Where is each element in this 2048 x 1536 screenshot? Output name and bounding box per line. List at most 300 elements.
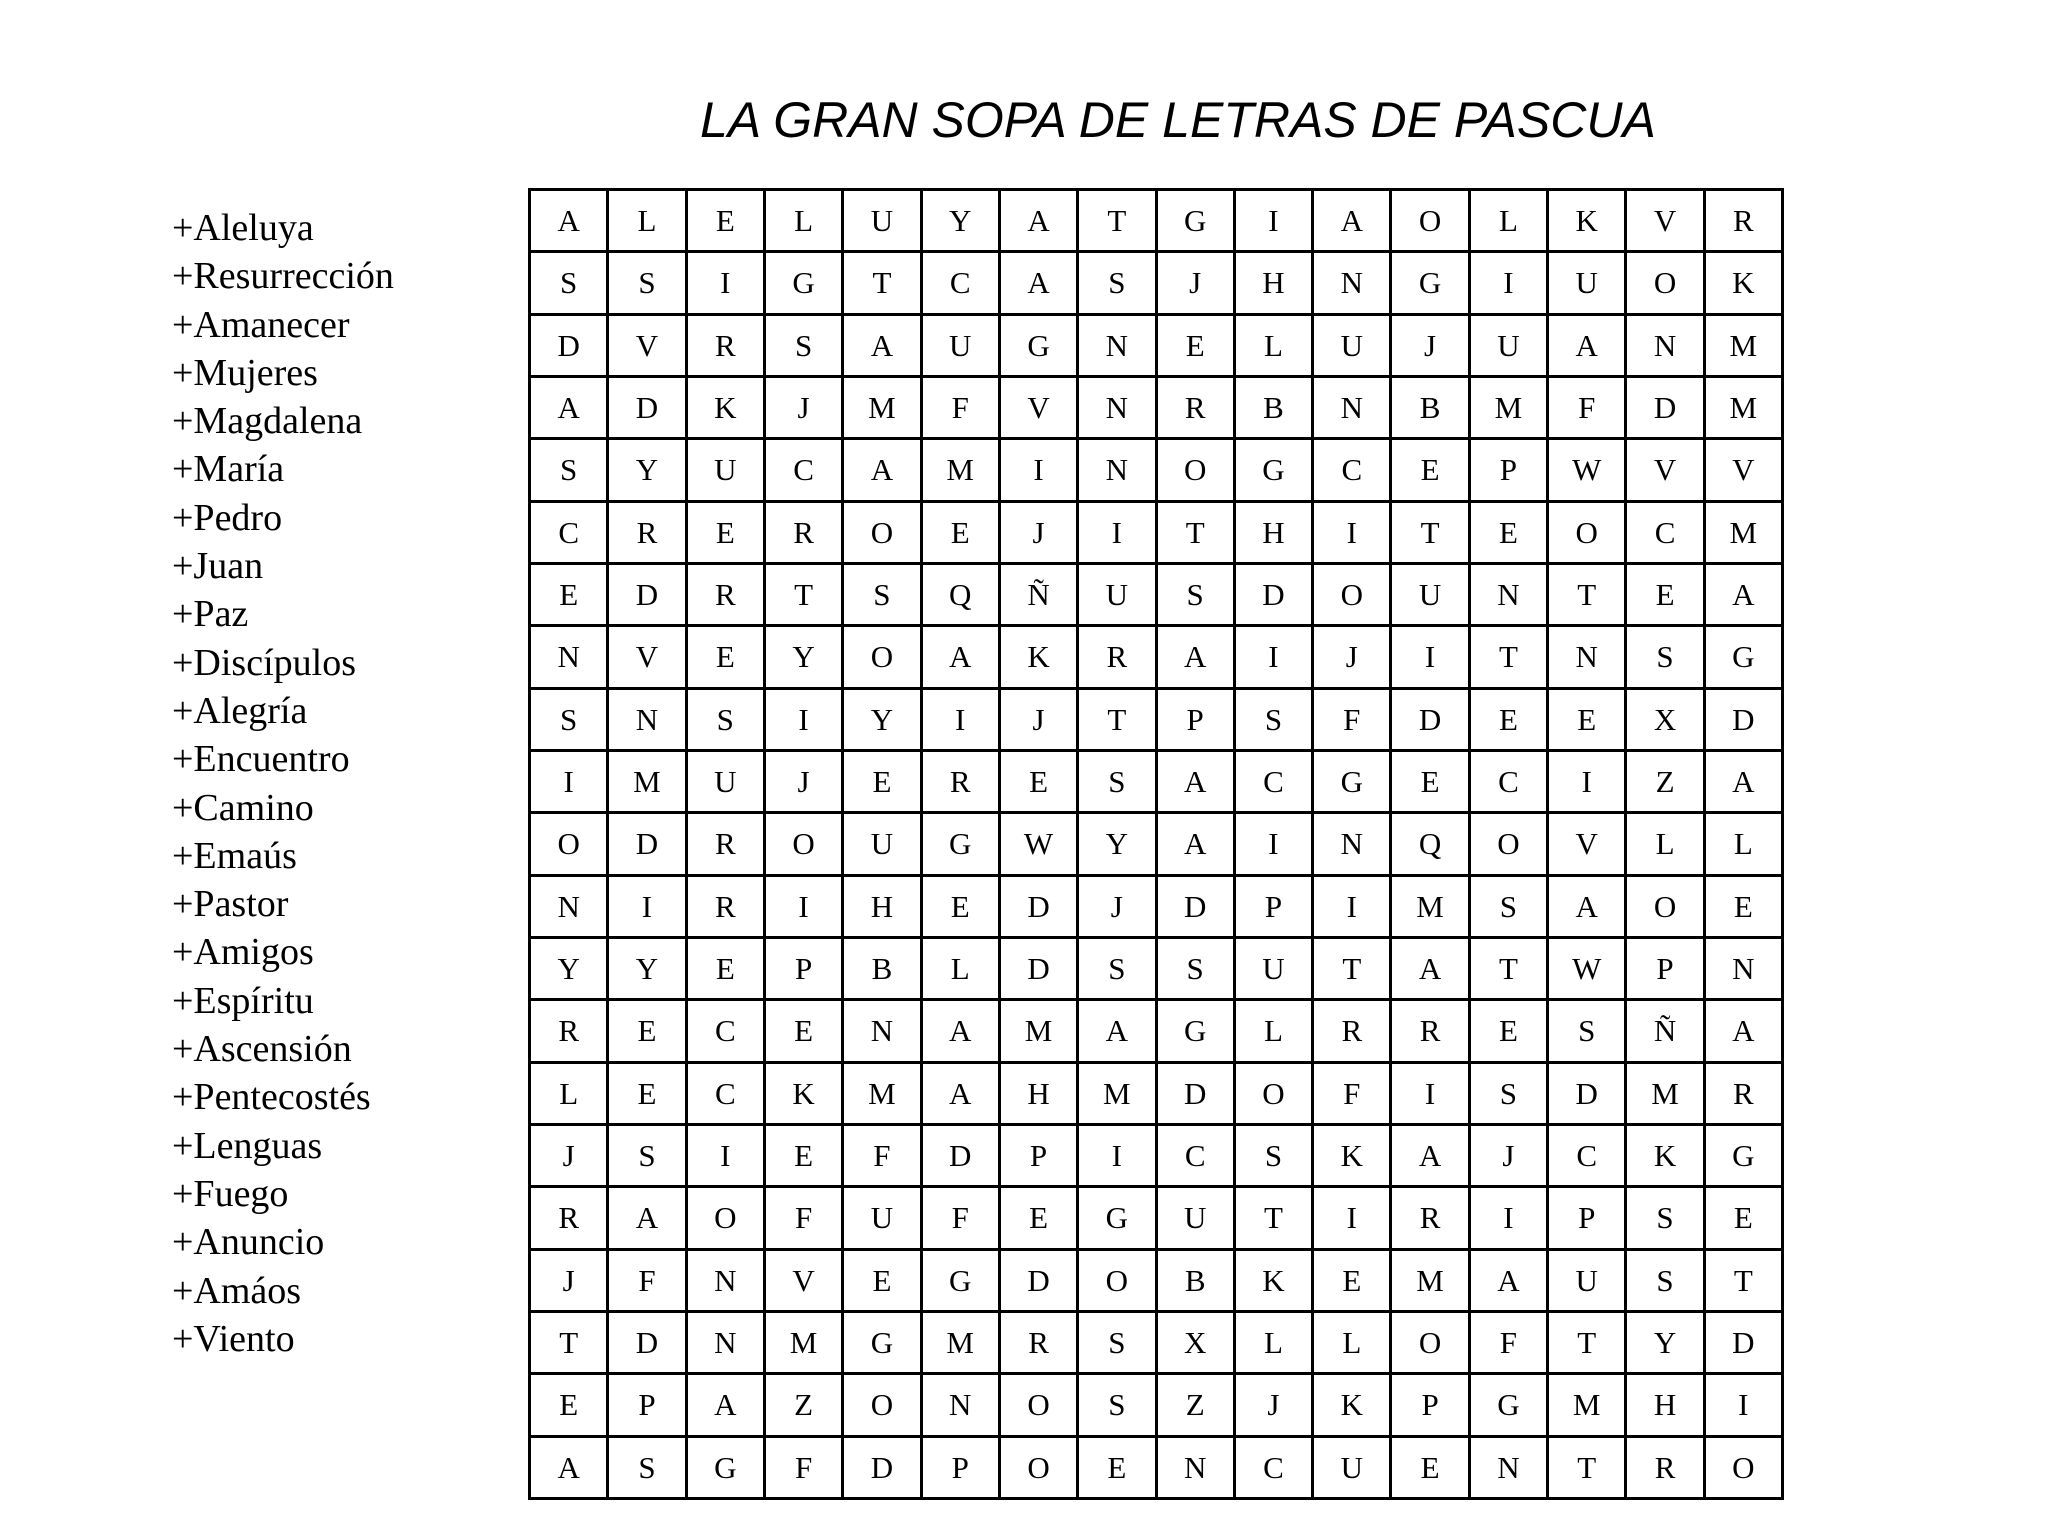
grid-cell[interactable]: G (1392, 253, 1470, 315)
grid-cell[interactable]: Q (1392, 814, 1470, 876)
grid-cell[interactable]: O (844, 1375, 922, 1437)
grid-cell[interactable]: M (1471, 378, 1549, 440)
grid-cell[interactable]: R (688, 814, 766, 876)
grid-cell[interactable]: I (1471, 253, 1549, 315)
grid-cell[interactable]: S (1627, 1251, 1705, 1313)
grid-cell[interactable]: B (1236, 378, 1314, 440)
grid-cell[interactable]: E (1706, 877, 1784, 939)
grid-cell[interactable]: U (1236, 939, 1314, 1001)
grid-cell[interactable]: A (844, 440, 922, 502)
grid-cell[interactable]: Y (609, 440, 687, 502)
grid-cell[interactable]: A (1314, 191, 1392, 253)
grid-cell[interactable]: I (1392, 1064, 1470, 1126)
grid-cell[interactable]: M (844, 1064, 922, 1126)
grid-cell[interactable]: J (531, 1251, 609, 1313)
grid-cell[interactable]: Q (923, 565, 1001, 627)
grid-cell[interactable]: K (1001, 627, 1079, 689)
grid-cell[interactable]: Y (844, 690, 922, 752)
grid-cell[interactable]: V (766, 1251, 844, 1313)
grid-cell[interactable]: O (844, 503, 922, 565)
grid-cell[interactable]: S (1079, 1313, 1157, 1375)
grid-cell[interactable]: R (1392, 1001, 1470, 1063)
grid-cell[interactable]: A (923, 627, 1001, 689)
grid-cell[interactable]: R (609, 503, 687, 565)
grid-cell[interactable]: N (1549, 627, 1627, 689)
grid-cell[interactable]: O (1392, 191, 1470, 253)
grid-cell[interactable]: N (1471, 565, 1549, 627)
grid-cell[interactable]: S (1079, 752, 1157, 814)
grid-cell[interactable]: I (1001, 440, 1079, 502)
grid-cell[interactable]: S (766, 316, 844, 378)
grid-cell[interactable]: S (688, 690, 766, 752)
grid-cell[interactable]: Y (1627, 1313, 1705, 1375)
grid-cell[interactable]: P (1627, 939, 1705, 1001)
grid-cell[interactable]: B (1392, 378, 1470, 440)
grid-cell[interactable]: R (1392, 1188, 1470, 1250)
grid-cell[interactable]: T (531, 1313, 609, 1375)
grid-cell[interactable]: Y (609, 939, 687, 1001)
grid-cell[interactable]: A (1471, 1251, 1549, 1313)
grid-cell[interactable]: I (1236, 627, 1314, 689)
grid-cell[interactable]: G (1706, 1126, 1784, 1188)
grid-cell[interactable]: N (1314, 814, 1392, 876)
grid-cell[interactable]: E (1471, 690, 1549, 752)
grid-cell[interactable]: D (1392, 690, 1470, 752)
grid-cell[interactable]: M (1706, 378, 1784, 440)
grid-cell[interactable]: R (531, 1001, 609, 1063)
grid-cell[interactable]: O (1158, 440, 1236, 502)
grid-cell[interactable]: O (1627, 877, 1705, 939)
grid-cell[interactable]: G (1314, 752, 1392, 814)
grid-cell[interactable]: E (1706, 1188, 1784, 1250)
grid-cell[interactable]: T (844, 253, 922, 315)
grid-cell[interactable]: J (1392, 316, 1470, 378)
grid-cell[interactable]: I (1079, 503, 1157, 565)
grid-cell[interactable]: E (923, 503, 1001, 565)
grid-cell[interactable]: J (1471, 1126, 1549, 1188)
grid-cell[interactable]: I (766, 877, 844, 939)
grid-cell[interactable]: G (923, 814, 1001, 876)
grid-cell[interactable]: Ñ (1001, 565, 1079, 627)
grid-cell[interactable]: M (1392, 877, 1470, 939)
grid-cell[interactable]: I (1236, 814, 1314, 876)
grid-cell[interactable]: L (531, 1064, 609, 1126)
grid-cell[interactable]: S (1236, 690, 1314, 752)
grid-cell[interactable]: L (1236, 316, 1314, 378)
grid-cell[interactable]: J (1079, 877, 1157, 939)
grid-cell[interactable]: M (1706, 316, 1784, 378)
grid-cell[interactable]: M (844, 378, 922, 440)
grid-cell[interactable]: R (1706, 1064, 1784, 1126)
grid-cell[interactable]: R (1627, 1438, 1705, 1500)
grid-cell[interactable]: L (1471, 191, 1549, 253)
grid-cell[interactable]: J (1158, 253, 1236, 315)
grid-cell[interactable]: R (688, 565, 766, 627)
grid-cell[interactable]: C (688, 1064, 766, 1126)
grid-cell[interactable]: G (1706, 627, 1784, 689)
grid-cell[interactable]: O (1079, 1251, 1157, 1313)
grid-cell[interactable]: E (609, 1001, 687, 1063)
grid-cell[interactable]: E (1158, 316, 1236, 378)
grid-cell[interactable]: I (1392, 627, 1470, 689)
grid-cell[interactable]: S (1236, 1126, 1314, 1188)
grid-cell[interactable]: J (766, 378, 844, 440)
grid-cell[interactable]: F (923, 1188, 1001, 1250)
grid-cell[interactable]: S (1627, 1188, 1705, 1250)
grid-cell[interactable]: F (844, 1126, 922, 1188)
grid-cell[interactable]: X (1627, 690, 1705, 752)
grid-cell[interactable]: D (531, 316, 609, 378)
grid-cell[interactable]: D (609, 1313, 687, 1375)
grid-cell[interactable]: U (688, 440, 766, 502)
grid-cell[interactable]: J (1001, 503, 1079, 565)
grid-cell[interactable]: I (1314, 1188, 1392, 1250)
grid-cell[interactable]: V (609, 316, 687, 378)
grid-cell[interactable]: T (1079, 690, 1157, 752)
grid-cell[interactable]: U (844, 191, 922, 253)
grid-cell[interactable]: S (1471, 877, 1549, 939)
grid-cell[interactable]: H (1627, 1375, 1705, 1437)
grid-cell[interactable]: U (1314, 1438, 1392, 1500)
grid-cell[interactable]: L (1236, 1001, 1314, 1063)
grid-cell[interactable]: R (923, 752, 1001, 814)
grid-cell[interactable]: T (1079, 191, 1157, 253)
grid-cell[interactable]: A (531, 191, 609, 253)
grid-cell[interactable]: S (1158, 939, 1236, 1001)
grid-cell[interactable]: V (1001, 378, 1079, 440)
grid-cell[interactable]: H (1236, 253, 1314, 315)
grid-cell[interactable]: N (1079, 378, 1157, 440)
grid-cell[interactable]: R (688, 316, 766, 378)
grid-cell[interactable]: I (531, 752, 609, 814)
grid-cell[interactable]: U (1314, 316, 1392, 378)
grid-cell[interactable]: C (1627, 503, 1705, 565)
grid-cell[interactable]: D (609, 378, 687, 440)
grid-cell[interactable]: E (1549, 690, 1627, 752)
grid-cell[interactable]: I (1236, 191, 1314, 253)
grid-cell[interactable]: K (766, 1064, 844, 1126)
grid-cell[interactable]: E (1627, 565, 1705, 627)
grid-cell[interactable]: E (1471, 1001, 1549, 1063)
grid-cell[interactable]: U (1158, 1188, 1236, 1250)
grid-cell[interactable]: E (531, 565, 609, 627)
grid-cell[interactable]: G (1079, 1188, 1157, 1250)
grid-cell[interactable]: A (1706, 1001, 1784, 1063)
grid-cell[interactable]: P (1549, 1188, 1627, 1250)
grid-cell[interactable]: O (1549, 503, 1627, 565)
grid-cell[interactable]: V (1549, 814, 1627, 876)
grid-cell[interactable]: D (1236, 565, 1314, 627)
grid-cell[interactable]: N (531, 877, 609, 939)
grid-cell[interactable]: T (1706, 1251, 1784, 1313)
grid-cell[interactable]: K (688, 378, 766, 440)
grid-cell[interactable]: P (1392, 1375, 1470, 1437)
grid-cell[interactable]: J (1001, 690, 1079, 752)
grid-cell[interactable]: R (1706, 191, 1784, 253)
grid-cell[interactable]: H (1236, 503, 1314, 565)
grid-cell[interactable]: T (766, 565, 844, 627)
grid-cell[interactable]: S (1471, 1064, 1549, 1126)
grid-cell[interactable]: M (1627, 1064, 1705, 1126)
grid-cell[interactable]: S (609, 1126, 687, 1188)
grid-cell[interactable]: S (531, 253, 609, 315)
grid-cell[interactable]: S (1079, 1375, 1157, 1437)
grid-cell[interactable]: D (1549, 1064, 1627, 1126)
grid-cell[interactable]: A (1158, 752, 1236, 814)
grid-cell[interactable]: N (1158, 1438, 1236, 1500)
grid-cell[interactable]: O (1001, 1375, 1079, 1437)
grid-cell[interactable]: N (1706, 939, 1784, 1001)
grid-cell[interactable]: R (1314, 1001, 1392, 1063)
grid-cell[interactable]: A (531, 378, 609, 440)
grid-cell[interactable]: L (1627, 814, 1705, 876)
grid-cell[interactable]: D (1158, 1064, 1236, 1126)
grid-cell[interactable]: J (531, 1126, 609, 1188)
grid-cell[interactable]: G (1158, 191, 1236, 253)
grid-cell[interactable]: O (1627, 253, 1705, 315)
grid-cell[interactable]: L (766, 191, 844, 253)
grid-cell[interactable]: O (1314, 565, 1392, 627)
grid-cell[interactable]: T (1471, 939, 1549, 1001)
grid-cell[interactable]: U (844, 1188, 922, 1250)
grid-cell[interactable]: O (1706, 1438, 1784, 1500)
grid-cell[interactable]: Z (766, 1375, 844, 1437)
grid-cell[interactable]: M (766, 1313, 844, 1375)
grid-cell[interactable]: E (1001, 1188, 1079, 1250)
grid-cell[interactable]: N (1627, 316, 1705, 378)
grid-cell[interactable]: E (923, 877, 1001, 939)
grid-cell[interactable]: E (1392, 1438, 1470, 1500)
grid-cell[interactable]: S (531, 690, 609, 752)
grid-cell[interactable]: A (1158, 627, 1236, 689)
grid-cell[interactable]: K (1627, 1126, 1705, 1188)
grid-cell[interactable]: K (1314, 1375, 1392, 1437)
grid-cell[interactable]: J (1314, 627, 1392, 689)
grid-cell[interactable]: E (844, 752, 922, 814)
grid-cell[interactable]: E (1392, 440, 1470, 502)
grid-cell[interactable]: P (1236, 877, 1314, 939)
grid-cell[interactable]: I (688, 1126, 766, 1188)
grid-cell[interactable]: O (1001, 1438, 1079, 1500)
grid-cell[interactable]: U (688, 752, 766, 814)
grid-cell[interactable]: E (688, 939, 766, 1001)
grid-cell[interactable]: A (531, 1438, 609, 1500)
grid-cell[interactable]: O (766, 814, 844, 876)
grid-cell[interactable]: S (1158, 565, 1236, 627)
grid-cell[interactable]: X (1158, 1313, 1236, 1375)
grid-cell[interactable]: P (923, 1438, 1001, 1500)
grid-cell[interactable]: T (1549, 1438, 1627, 1500)
grid-cell[interactable]: A (923, 1064, 1001, 1126)
grid-cell[interactable]: M (1549, 1375, 1627, 1437)
grid-cell[interactable]: D (1706, 1313, 1784, 1375)
grid-cell[interactable]: I (1706, 1375, 1784, 1437)
grid-cell[interactable]: A (688, 1375, 766, 1437)
grid-cell[interactable]: U (1549, 253, 1627, 315)
grid-cell[interactable]: C (1314, 440, 1392, 502)
grid-cell[interactable]: T (1158, 503, 1236, 565)
grid-cell[interactable]: M (1001, 1001, 1079, 1063)
grid-cell[interactable]: R (1079, 627, 1157, 689)
grid-cell[interactable]: N (688, 1313, 766, 1375)
grid-cell[interactable]: L (1706, 814, 1784, 876)
grid-cell[interactable]: F (1314, 1064, 1392, 1126)
grid-cell[interactable]: I (923, 690, 1001, 752)
grid-cell[interactable]: C (1471, 752, 1549, 814)
grid-cell[interactable]: G (1001, 316, 1079, 378)
grid-cell[interactable]: E (766, 1126, 844, 1188)
grid-cell[interactable]: C (688, 1001, 766, 1063)
grid-cell[interactable]: A (609, 1188, 687, 1250)
grid-cell[interactable]: N (531, 627, 609, 689)
grid-cell[interactable]: I (1471, 1188, 1549, 1250)
grid-cell[interactable]: I (766, 690, 844, 752)
grid-cell[interactable]: P (766, 939, 844, 1001)
grid-cell[interactable]: I (1549, 752, 1627, 814)
grid-cell[interactable]: G (688, 1438, 766, 1500)
grid-cell[interactable]: I (688, 253, 766, 315)
grid-cell[interactable]: L (609, 191, 687, 253)
grid-cell[interactable]: T (1236, 1188, 1314, 1250)
grid-cell[interactable]: A (1079, 1001, 1157, 1063)
grid-cell[interactable]: U (1079, 565, 1157, 627)
grid-cell[interactable]: S (609, 1438, 687, 1500)
grid-cell[interactable]: E (1392, 752, 1470, 814)
grid-cell[interactable]: B (1158, 1251, 1236, 1313)
grid-cell[interactable]: O (531, 814, 609, 876)
grid-cell[interactable]: O (844, 627, 922, 689)
grid-cell[interactable]: C (766, 440, 844, 502)
grid-cell[interactable]: J (1236, 1375, 1314, 1437)
grid-cell[interactable]: F (923, 378, 1001, 440)
grid-cell[interactable]: C (1236, 752, 1314, 814)
grid-cell[interactable]: R (766, 503, 844, 565)
grid-cell[interactable]: F (609, 1251, 687, 1313)
grid-cell[interactable]: K (1549, 191, 1627, 253)
grid-cell[interactable]: A (1392, 1126, 1470, 1188)
grid-cell[interactable]: M (923, 1313, 1001, 1375)
grid-cell[interactable]: D (1706, 690, 1784, 752)
grid-cell[interactable]: A (844, 316, 922, 378)
grid-cell[interactable]: W (1549, 939, 1627, 1001)
grid-cell[interactable]: K (1314, 1126, 1392, 1188)
grid-cell[interactable]: N (1471, 1438, 1549, 1500)
grid-cell[interactable]: L (1236, 1313, 1314, 1375)
grid-cell[interactable]: G (1471, 1375, 1549, 1437)
grid-cell[interactable]: A (1158, 814, 1236, 876)
grid-cell[interactable]: I (1314, 877, 1392, 939)
grid-cell[interactable]: K (1236, 1251, 1314, 1313)
grid-cell[interactable]: M (923, 440, 1001, 502)
grid-cell[interactable]: N (609, 690, 687, 752)
grid-cell[interactable]: Y (766, 627, 844, 689)
grid-cell[interactable]: U (1392, 565, 1470, 627)
grid-cell[interactable]: T (1314, 939, 1392, 1001)
grid-cell[interactable]: E (688, 191, 766, 253)
grid-cell[interactable]: A (1549, 316, 1627, 378)
grid-cell[interactable]: R (1001, 1313, 1079, 1375)
grid-cell[interactable]: D (609, 814, 687, 876)
grid-cell[interactable]: B (844, 939, 922, 1001)
grid-cell[interactable]: E (609, 1064, 687, 1126)
grid-cell[interactable]: N (1314, 253, 1392, 315)
grid-cell[interactable]: Z (1627, 752, 1705, 814)
grid-cell[interactable]: V (609, 627, 687, 689)
grid-cell[interactable]: Y (923, 191, 1001, 253)
grid-cell[interactable]: C (531, 503, 609, 565)
grid-cell[interactable]: F (1314, 690, 1392, 752)
grid-cell[interactable]: G (766, 253, 844, 315)
grid-cell[interactable]: T (1471, 627, 1549, 689)
grid-cell[interactable]: S (1627, 627, 1705, 689)
grid-cell[interactable]: D (1001, 939, 1079, 1001)
grid-cell[interactable]: G (1158, 1001, 1236, 1063)
grid-cell[interactable]: O (1392, 1313, 1470, 1375)
grid-cell[interactable]: M (1392, 1251, 1470, 1313)
grid-cell[interactable]: E (688, 627, 766, 689)
grid-cell[interactable]: T (1549, 565, 1627, 627)
grid-cell[interactable]: D (1001, 877, 1079, 939)
grid-cell[interactable]: S (531, 440, 609, 502)
grid-cell[interactable]: N (1079, 316, 1157, 378)
grid-cell[interactable]: N (844, 1001, 922, 1063)
grid-cell[interactable]: R (531, 1188, 609, 1250)
grid-cell[interactable]: A (1706, 565, 1784, 627)
grid-cell[interactable]: F (766, 1438, 844, 1500)
grid-cell[interactable]: I (609, 877, 687, 939)
grid-cell[interactable]: C (1549, 1126, 1627, 1188)
grid-cell[interactable]: D (1627, 378, 1705, 440)
grid-cell[interactable]: F (1549, 378, 1627, 440)
grid-cell[interactable]: C (1158, 1126, 1236, 1188)
grid-cell[interactable]: N (923, 1375, 1001, 1437)
grid-cell[interactable]: A (1549, 877, 1627, 939)
grid-cell[interactable]: L (1314, 1313, 1392, 1375)
grid-cell[interactable]: S (1079, 253, 1157, 315)
grid-cell[interactable]: A (1001, 191, 1079, 253)
grid-cell[interactable]: G (844, 1313, 922, 1375)
grid-cell[interactable]: V (1627, 191, 1705, 253)
grid-cell[interactable]: D (844, 1438, 922, 1500)
grid-cell[interactable]: G (1236, 440, 1314, 502)
grid-cell[interactable]: J (766, 752, 844, 814)
grid-cell[interactable]: F (766, 1188, 844, 1250)
grid-cell[interactable]: T (1392, 503, 1470, 565)
grid-cell[interactable]: U (844, 814, 922, 876)
grid-cell[interactable]: F (1471, 1313, 1549, 1375)
grid-cell[interactable]: S (609, 253, 687, 315)
grid-cell[interactable]: G (923, 1251, 1001, 1313)
grid-cell[interactable]: E (688, 503, 766, 565)
grid-cell[interactable]: D (1158, 877, 1236, 939)
grid-cell[interactable]: D (923, 1126, 1001, 1188)
grid-cell[interactable]: N (1079, 440, 1157, 502)
grid-cell[interactable]: A (1392, 939, 1470, 1001)
grid-cell[interactable]: Ñ (1627, 1001, 1705, 1063)
grid-cell[interactable]: P (609, 1375, 687, 1437)
grid-cell[interactable]: M (609, 752, 687, 814)
grid-cell[interactable]: O (1471, 814, 1549, 876)
grid-cell[interactable]: Y (1079, 814, 1157, 876)
grid-cell[interactable]: U (1471, 316, 1549, 378)
grid-cell[interactable]: S (844, 565, 922, 627)
grid-cell[interactable]: V (1627, 440, 1705, 502)
grid-cell[interactable]: I (1314, 503, 1392, 565)
grid-cell[interactable]: U (923, 316, 1001, 378)
grid-cell[interactable]: C (923, 253, 1001, 315)
grid-cell[interactable]: O (688, 1188, 766, 1250)
grid-cell[interactable]: W (1549, 440, 1627, 502)
